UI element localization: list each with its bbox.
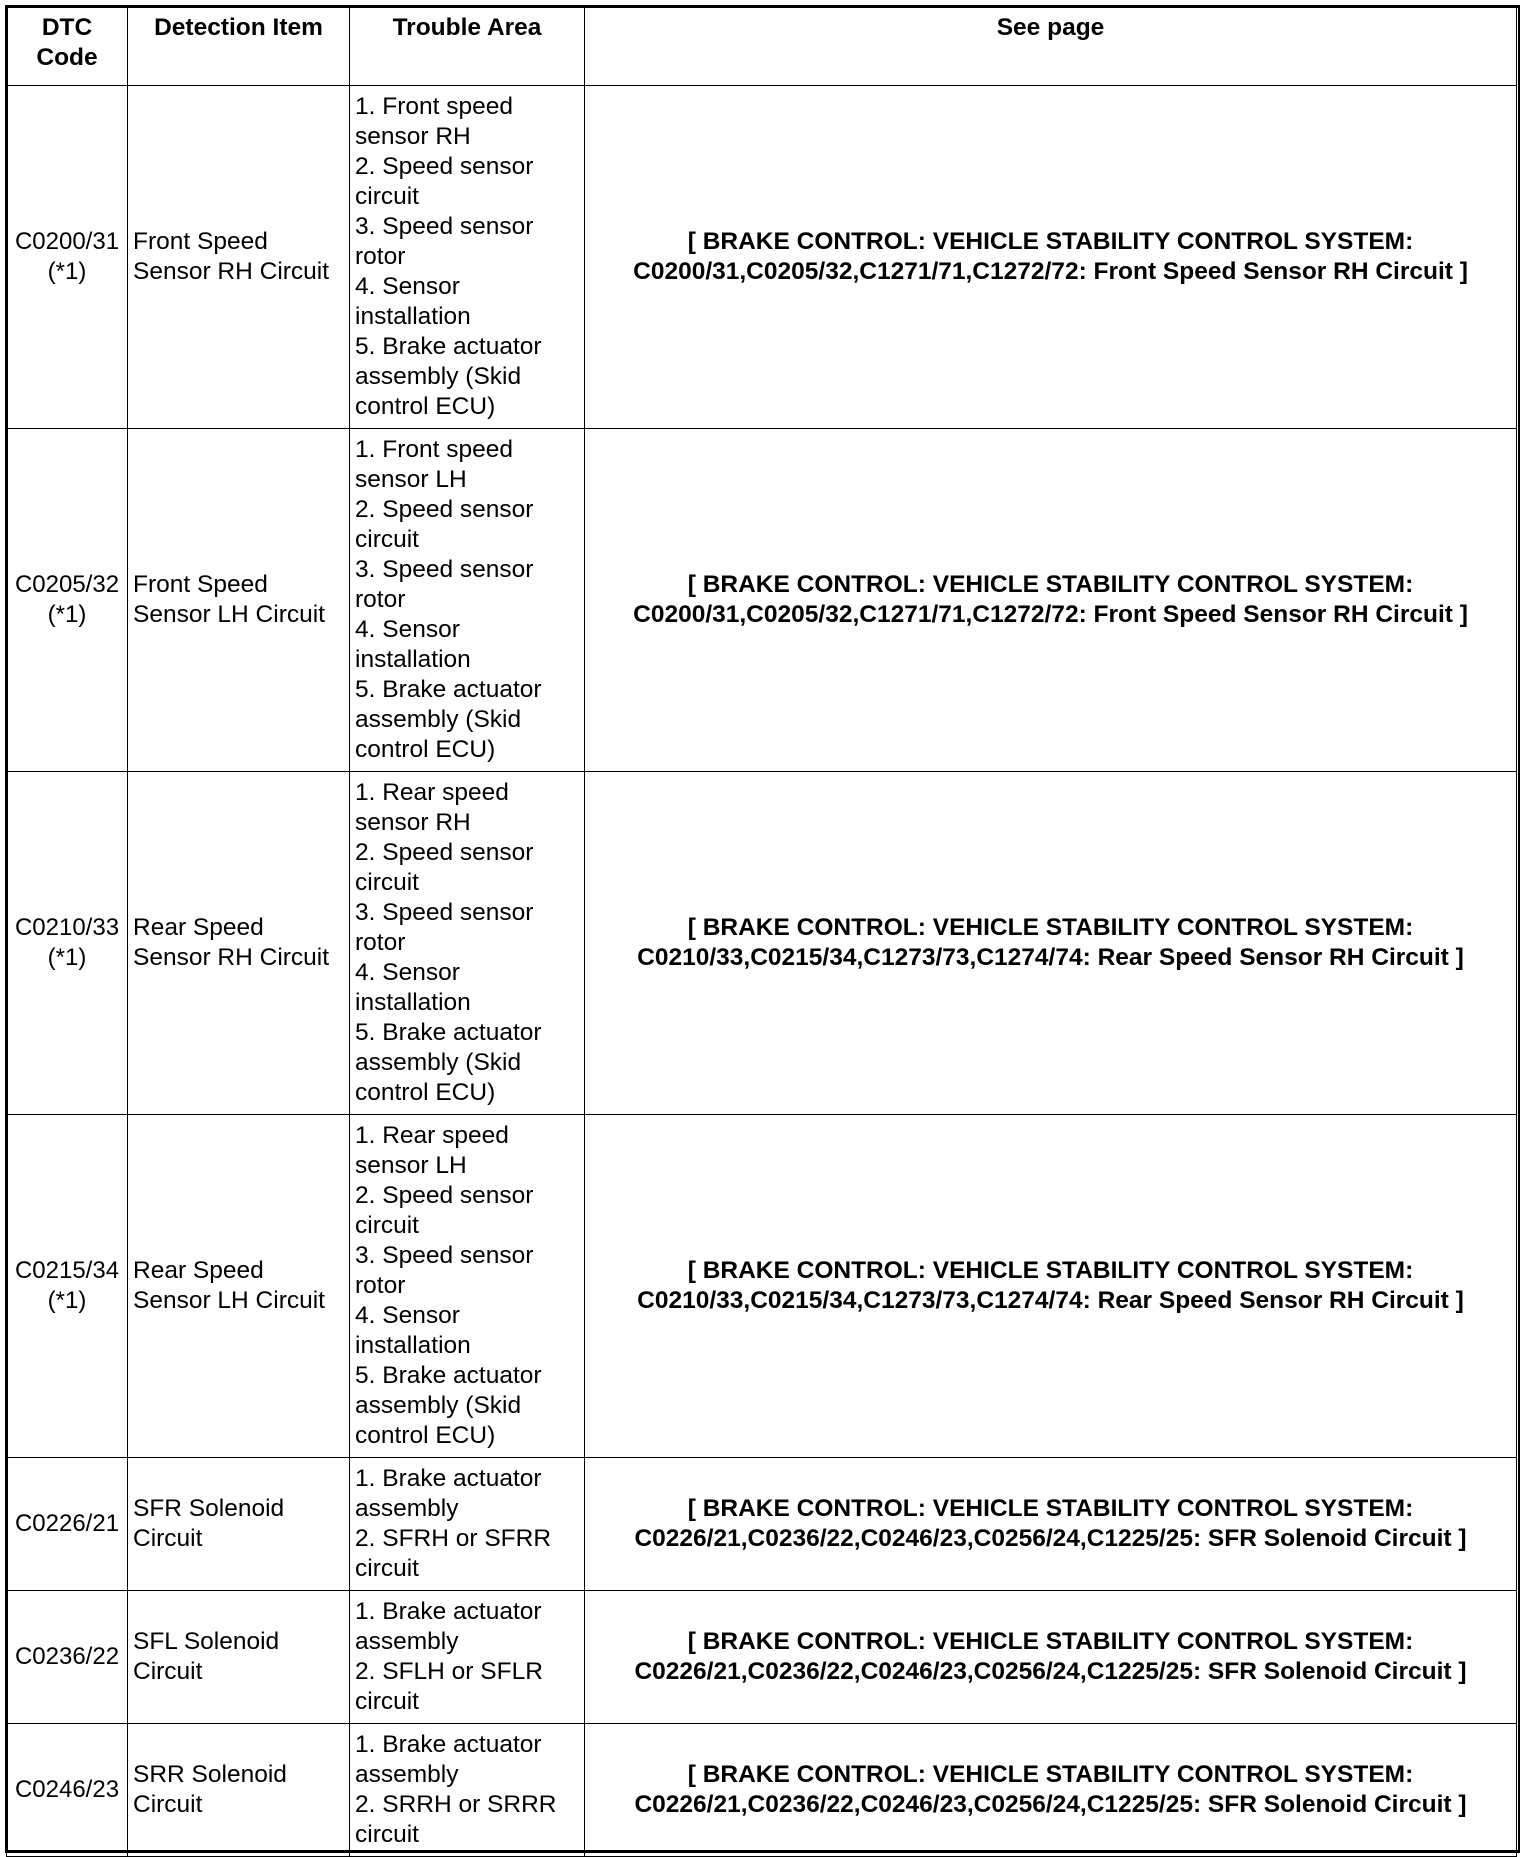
trouble-area-line: installation (355, 646, 471, 673)
trouble-area-line: 3. Speed sensor (355, 899, 534, 926)
trouble-area-line: 1. Rear speed (355, 779, 509, 806)
see-page-line-1: [ BRAKE CONTROL: VEHICLE STABILITY CONTROL SYSTEM: (687, 228, 1414, 255)
see-page-line-1: [ BRAKE CONTROL: VEHICLE STABILITY CONTROL SYSTEM: (687, 914, 1414, 941)
header-trouble-area: Trouble Area (350, 7, 585, 86)
trouble-area-line: 1. Rear speed (355, 1122, 509, 1149)
trouble-area (350, 1458, 585, 1591)
see-page-link[interactable] (585, 86, 1517, 429)
detection-item: Rear Speed Sensor RH Circuit (128, 772, 350, 1115)
see-page-line-1: [ BRAKE CONTROL: VEHICLE STABILITY CONTROL SYSTEM: (687, 1761, 1414, 1788)
see-page-link[interactable] (585, 1591, 1517, 1724)
trouble-area-line: 1. Front speed (355, 436, 513, 463)
trouble-area (350, 1591, 585, 1724)
dtc-note: (*1) (47, 258, 87, 285)
trouble-area-line: assembly (355, 1495, 459, 1522)
trouble-area (350, 772, 585, 1115)
see-page-link[interactable] (585, 772, 1517, 1115)
dtc-note: (*1) (47, 601, 87, 628)
trouble-area-line: installation (355, 303, 471, 330)
trouble-area-line: 4. Sensor (355, 959, 460, 986)
see-page-line-2: C0210/33,C0215/34,C1273/73,C1274/74: Rear Speed Sensor RH Circuit ] (637, 944, 1464, 971)
see-page-line-2: C0226/21,C0236/22,C0246/23,C0256/24,C1225/25: SFR Solenoid Circuit ] (634, 1525, 1467, 1552)
trouble-area (350, 1724, 585, 1857)
trouble-area-line: 5. Brake actuator (355, 1019, 542, 1046)
trouble-area-line: assembly (Skid (355, 1049, 522, 1076)
trouble-area (350, 429, 585, 772)
trouble-area-line: 1. Brake actuator (355, 1731, 542, 1758)
header-detection-item: Detection Item (128, 7, 350, 86)
trouble-area-line: rotor (355, 1272, 406, 1299)
table-row (7, 1591, 1517, 1724)
trouble-area-line: assembly (Skid (355, 1392, 522, 1419)
trouble-area-line: circuit (355, 869, 419, 896)
trouble-area-line: 4. Sensor (355, 273, 460, 300)
trouble-area-line: 3. Speed sensor (355, 1242, 534, 1269)
trouble-area-line: 2. Speed sensor (355, 839, 534, 866)
dtc-code: C0246/23 (14, 1776, 120, 1803)
see-page-line-2: C0200/31,C0205/32,C1271/71,C1272/72: Front Speed Sensor RH Circuit ] (633, 601, 1468, 628)
trouble-area-line: rotor (355, 586, 406, 613)
trouble-area-line: circuit (355, 1821, 419, 1848)
trouble-area-line: 1. Front speed (355, 93, 513, 120)
table-row (7, 1458, 1517, 1591)
dtc-code: C0226/21 (14, 1510, 120, 1537)
trouble-area-line: assembly (Skid (355, 363, 522, 390)
table-row (7, 429, 1517, 772)
trouble-area-line: assembly (355, 1761, 459, 1788)
trouble-area-line: control ECU) (355, 393, 496, 420)
header-see-page: See page (585, 7, 1517, 86)
trouble-area-line: rotor (355, 243, 406, 270)
table-row (7, 1724, 1517, 1857)
dtc-code: C0210/33 (14, 914, 120, 941)
detection-item: SFL Solenoid Circuit (128, 1591, 350, 1724)
see-page-line-1: [ BRAKE CONTROL: VEHICLE STABILITY CONTROL SYSTEM: (687, 571, 1414, 598)
trouble-area-line: 5. Brake actuator (355, 1362, 542, 1389)
trouble-area-line: 3. Speed sensor (355, 556, 534, 583)
see-page-line-2: C0200/31,C0205/32,C1271/71,C1272/72: Front Speed Sensor RH Circuit ] (633, 258, 1468, 285)
dtc-code-cell (7, 772, 128, 1115)
trouble-area-line: 2. SFRH or SFRR (355, 1525, 552, 1552)
dtc-code: C0200/31 (14, 228, 120, 255)
dtc-code-cell (7, 86, 128, 429)
trouble-area-line: 2. Speed sensor (355, 496, 534, 523)
trouble-area-line: 2. Speed sensor (355, 153, 534, 180)
detection-item: SRR Solenoid Circuit (128, 1724, 350, 1857)
trouble-area-line: assembly (355, 1628, 459, 1655)
trouble-area-line: circuit (355, 183, 419, 210)
trouble-area-line: 1. Brake actuator (355, 1465, 542, 1492)
dtc-code-cell (7, 1724, 128, 1857)
see-page-line-2: C0226/21,C0236/22,C0246/23,C0256/24,C1225/25: SFR Solenoid Circuit ] (634, 1791, 1467, 1818)
detection-item: Rear Speed Sensor LH Circuit (128, 1115, 350, 1458)
see-page-link[interactable] (585, 1724, 1517, 1857)
trouble-area-line: circuit (355, 526, 419, 553)
see-page-link[interactable] (585, 429, 1517, 772)
trouble-area-line: sensor LH (355, 466, 467, 493)
dtc-code-cell (7, 1115, 128, 1458)
see-page-line-1: [ BRAKE CONTROL: VEHICLE STABILITY CONTROL SYSTEM: (687, 1495, 1414, 1522)
trouble-area (350, 86, 585, 429)
trouble-area-line: circuit (355, 1212, 419, 1239)
header-row (7, 7, 1517, 86)
header-dtc-code: DTC Code (7, 7, 128, 86)
trouble-area-line: control ECU) (355, 1422, 496, 1449)
trouble-area-line: assembly (Skid (355, 706, 522, 733)
detection-item: Front Speed Sensor LH Circuit (128, 429, 350, 772)
trouble-area-line: installation (355, 1332, 471, 1359)
see-page-line-2: C0210/33,C0215/34,C1273/73,C1274/74: Rear Speed Sensor RH Circuit ] (637, 1287, 1464, 1314)
trouble-area-line: 5. Brake actuator (355, 676, 542, 703)
dtc-note: (*1) (47, 1287, 87, 1314)
trouble-area-line: 2. SRRH or SRRR (355, 1791, 557, 1818)
trouble-area-line: 1. Brake actuator (355, 1598, 542, 1625)
table-row (7, 86, 1517, 429)
trouble-area-line: sensor RH (355, 123, 471, 150)
trouble-area-line: circuit (355, 1555, 419, 1582)
table-row (7, 772, 1517, 1115)
dtc-code-cell (7, 1591, 128, 1724)
trouble-area-line: rotor (355, 929, 406, 956)
see-page-link[interactable] (585, 1115, 1517, 1458)
detection-item: Front Speed Sensor RH Circuit (128, 86, 350, 429)
trouble-area-line: 2. Speed sensor (355, 1182, 534, 1209)
detection-item: SFR Solenoid Circuit (128, 1458, 350, 1591)
see-page-line-1: [ BRAKE CONTROL: VEHICLE STABILITY CONTROL SYSTEM: (687, 1628, 1414, 1655)
trouble-area-line: 2. SFLH or SFLR (355, 1658, 543, 1685)
trouble-area-line: control ECU) (355, 1079, 496, 1106)
trouble-area-line: 3. Speed sensor (355, 213, 534, 240)
dtc-table (6, 6, 1517, 1857)
trouble-area-line: 4. Sensor (355, 616, 460, 643)
dtc-code: C0215/34 (14, 1257, 120, 1284)
trouble-area-line: 5. Brake actuator (355, 333, 542, 360)
dtc-code-cell (7, 1458, 128, 1591)
dtc-code-cell (7, 429, 128, 772)
trouble-area-line: installation (355, 989, 471, 1016)
table-row (7, 1115, 1517, 1458)
dtc-code: C0205/32 (14, 571, 120, 598)
see-page-link[interactable] (585, 1458, 1517, 1591)
trouble-area-line: circuit (355, 1688, 419, 1715)
dtc-note: (*1) (47, 944, 87, 971)
trouble-area-line: sensor LH (355, 1152, 467, 1179)
see-page-line-1: [ BRAKE CONTROL: VEHICLE STABILITY CONTROL SYSTEM: (687, 1257, 1414, 1284)
dtc-code: C0236/22 (14, 1643, 120, 1670)
see-page-line-2: C0226/21,C0236/22,C0246/23,C0256/24,C1225/25: SFR Solenoid Circuit ] (634, 1658, 1467, 1685)
trouble-area-line: control ECU) (355, 736, 496, 763)
trouble-area (350, 1115, 585, 1458)
trouble-area-line: 4. Sensor (355, 1302, 460, 1329)
trouble-area-line: sensor RH (355, 809, 471, 836)
